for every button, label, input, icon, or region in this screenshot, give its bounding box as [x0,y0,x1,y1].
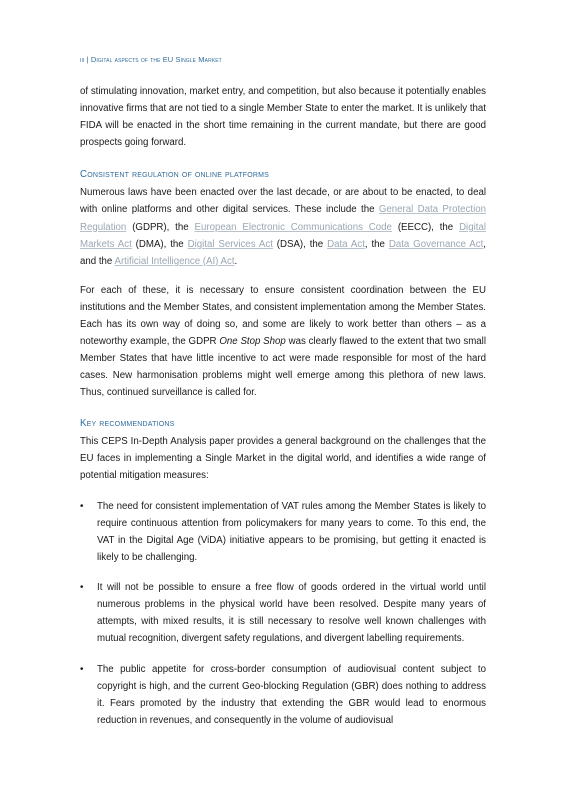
section-heading-consistent-regulation: Consistent regulation of online platforms [80,169,270,181]
header-separator: | [86,55,89,64]
bullet-icon: • [80,663,84,675]
intro-paragraph: of stimulating innovation, market entry, and competition, but also because it potentially enables innovative firms that are not tied to a single Member State to enter the market. It is unlikely that FIDA will be enacted in the short time remaining in the current mandate, but there are good prospects going forward. [80,86,486,149]
link-dsa[interactable]: Digital Services Act [187,238,273,250]
text-run: , the [364,238,389,250]
paragraph-online-platform-laws [80,184,486,269]
text-run: . [234,255,238,267]
header-title: Digital aspects of the EU Single Market [90,55,222,64]
link-eecc[interactable]: European Electronic Communications Code [194,221,392,233]
text-run: (DSA), the [272,238,328,250]
text-run: (GDPR), the [126,221,195,233]
bullet-icon: • [80,582,84,594]
text-run: , and the [80,238,486,267]
main-content [80,83,486,742]
link-gdpr[interactable]: General Data Protection Regulation [80,204,486,233]
list-item [80,498,486,566]
text-run: For each of these, it is necessary to ensure consistent coordination between the EU institutions and the Member States, and consistent implementation among the Member States. Each has its own way of doing so, and some are likely to work better than others – as a noteworthy example, the GDPR [80,284,486,348]
list-item [80,661,486,729]
list-item [80,579,486,647]
running-header [80,55,222,64]
page-number: iii [80,55,85,64]
link-data-governance-act[interactable]: Data Governance Act [388,238,484,250]
text-run: Numerous laws have been enacted over the last decade, or are about to be enacted, to deal with online platforms and other digital services. These include the [80,187,486,216]
paragraph-coordination [80,282,486,402]
list-item-text: The need for consistent implementation of VAT rules among the Member States is likely to require continuous attention from policymakers for many years to come. To this end, the VAT in the Digital Age (ViDA) initiative appears to be promising, but getting it enacted is likely to be challenging. [97,500,486,564]
recommendations-list [80,498,486,729]
text-run: was clearly flawed to the extent that two small Member States that have little incentive to act were made responsible for most of the hard cases. New harmonisation problems might well emerge among this plethora of new laws. Thus, continued surveillance is called for. [80,336,486,399]
list-item-text: It will not be possible to ensure a free flow of goods ordered in the virtual world until numerous problems in the physical world have been resolved. Despite many years of attempts, with mixed results, it is still necessary to resolve well known challenges with mutual recognition, divergent safety regulations, and divergent labelling requirements. [97,582,486,645]
text-run: (DMA), the [131,238,188,250]
section-heading-key-recommendations: Key recommendations [80,417,175,429]
recommendations-intro: This CEPS In-Depth Analysis paper provides a general background on the challenges that the EU faces in implementing a Single Market in the digital world, and identifies a wide range of potential mitigation measures: [80,435,486,481]
list-item-text: The public appetite for cross-border consumption of audiovisual content subject to copyright is high, and the current Geo-blocking Regulation (GBR) does nothing to address it. Fears promoted by the industry that extending the GBR would lead to enormous reduction in revenues, and consequently in the volume of audiovisual [97,663,486,726]
link-dma[interactable]: Digital Markets Act [80,221,486,250]
link-ai-act[interactable]: Artificial Intelligence (AI) Act [114,255,235,267]
link-data-act[interactable]: Data Act [327,238,365,250]
text-run: (EECC), the [391,221,460,233]
bullet-icon: • [80,500,84,512]
italic-term: One Stop Shop [219,336,286,348]
